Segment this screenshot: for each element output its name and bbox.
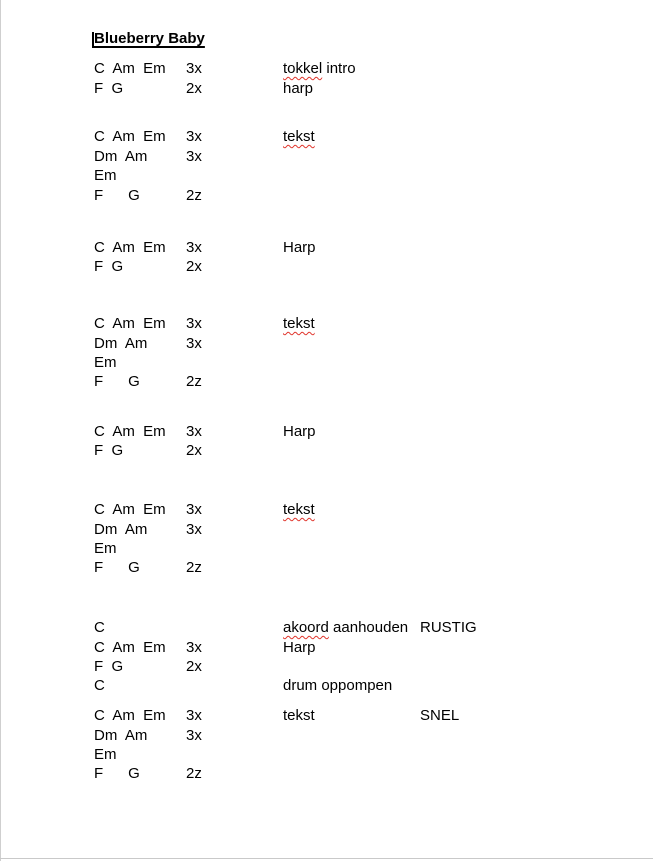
chord-line[interactable]	[0, 353, 653, 372]
repeat-count: 3x	[186, 727, 202, 744]
chords-text: C Am Em	[94, 128, 166, 145]
document-title[interactable]: Blueberry Baby	[94, 30, 205, 47]
section-label	[283, 59, 356, 78]
section-label	[283, 79, 313, 98]
chords-text: F G	[94, 258, 124, 275]
label-text: aanhouden	[328, 619, 409, 636]
misspelled-word: tokkel	[283, 60, 323, 77]
chords-text: C Am Em	[94, 315, 166, 332]
chords-text: Dm Am	[94, 148, 148, 165]
chord-line[interactable]	[0, 186, 653, 205]
repeat-count: 2x	[186, 442, 202, 459]
section-label	[283, 314, 315, 333]
label-text: drum oppompen	[283, 677, 393, 694]
repeat-count: 2z	[186, 373, 202, 390]
repeat-count: 2z	[186, 765, 202, 782]
repeat-count: 2x	[186, 80, 202, 97]
chords-text: Dm Am	[94, 335, 148, 352]
section-label	[283, 238, 316, 257]
chord-line[interactable]	[0, 422, 653, 441]
chord-line[interactable]	[0, 676, 653, 695]
chords-text: C Am Em	[94, 239, 166, 256]
repeat-count: 3x	[186, 501, 202, 518]
chord-line[interactable]	[0, 127, 653, 146]
chords-text: C Am Em	[94, 423, 166, 440]
label-text: tekst	[283, 707, 315, 724]
section-label	[283, 638, 316, 657]
chords-text: C Am Em	[94, 60, 166, 77]
misspelled-word: akoord	[283, 619, 329, 636]
misspelled-word: tekst	[283, 315, 315, 332]
chords-text: F G	[94, 442, 124, 459]
chords-text: Em	[94, 746, 117, 763]
chord-line[interactable]	[0, 539, 653, 558]
repeat-count: 3x	[186, 315, 202, 332]
repeat-count: 2x	[186, 258, 202, 275]
section-label	[283, 706, 315, 725]
chord-line[interactable]	[0, 238, 653, 257]
repeat-count: 2z	[186, 559, 202, 576]
chords-text: F G	[94, 373, 140, 390]
chord-line[interactable]	[0, 314, 653, 333]
label-text: Harp	[283, 639, 316, 656]
repeat-count: 3x	[186, 335, 202, 352]
chord-line[interactable]	[0, 372, 653, 391]
chord-line[interactable]	[0, 257, 653, 276]
label-text: harp	[283, 80, 314, 97]
repeat-count: 3x	[186, 521, 202, 538]
chords-text: C Am Em	[94, 501, 166, 518]
repeat-count: 3x	[186, 60, 202, 77]
section-label	[283, 676, 392, 695]
chord-line[interactable]	[0, 726, 653, 745]
chord-line[interactable]	[0, 334, 653, 353]
section-label	[283, 500, 315, 519]
chords-text: C	[94, 619, 105, 636]
repeat-count: 3x	[186, 423, 202, 440]
chord-line[interactable]	[0, 166, 653, 185]
chords-text: Em	[94, 167, 117, 184]
chord-line[interactable]	[0, 706, 653, 725]
repeat-count: 3x	[186, 239, 202, 256]
misspelled-word: tekst	[283, 128, 315, 145]
chords-text: F G	[94, 559, 140, 576]
chords-text: Dm Am	[94, 727, 148, 744]
section-label	[283, 127, 315, 146]
chord-line[interactable]	[0, 441, 653, 460]
chord-line[interactable]	[0, 79, 653, 98]
label-text: Harp	[283, 239, 316, 256]
repeat-count: 3x	[186, 707, 202, 724]
chord-line[interactable]	[0, 764, 653, 783]
chord-line[interactable]	[0, 147, 653, 166]
chord-line[interactable]	[0, 59, 653, 78]
chords-text: F G	[94, 658, 124, 675]
page-bottom-edge	[0, 858, 653, 859]
tempo-note: SNEL	[420, 707, 460, 724]
chord-line[interactable]	[0, 500, 653, 519]
chord-line[interactable]	[0, 745, 653, 764]
repeat-count: 2z	[186, 187, 202, 204]
chord-line[interactable]	[0, 558, 653, 577]
chords-text: Em	[94, 540, 117, 557]
chord-line[interactable]	[0, 638, 653, 657]
chords-text: Em	[94, 354, 117, 371]
chords-text: C	[94, 677, 105, 694]
tempo-note: RUSTIG	[420, 619, 477, 636]
misspelled-word: tekst	[283, 501, 315, 518]
label-text: intro	[322, 60, 356, 77]
repeat-count: 3x	[186, 148, 202, 165]
repeat-count: 2x	[186, 658, 202, 675]
chords-text: F G	[94, 80, 124, 97]
chords-text: F G	[94, 187, 140, 204]
chords-text: F G	[94, 765, 140, 782]
chords-text: C Am Em	[94, 707, 166, 724]
chord-line[interactable]	[0, 520, 653, 539]
section-label	[283, 618, 408, 637]
repeat-count: 3x	[186, 639, 202, 656]
chord-line[interactable]	[0, 657, 653, 676]
chords-text: C Am Em	[94, 639, 166, 656]
chord-line[interactable]	[0, 618, 653, 637]
label-text: Harp	[283, 423, 316, 440]
chords-text: Dm Am	[94, 521, 148, 538]
repeat-count: 3x	[186, 128, 202, 145]
page-left-edge	[0, 0, 1, 861]
section-label	[283, 422, 316, 441]
